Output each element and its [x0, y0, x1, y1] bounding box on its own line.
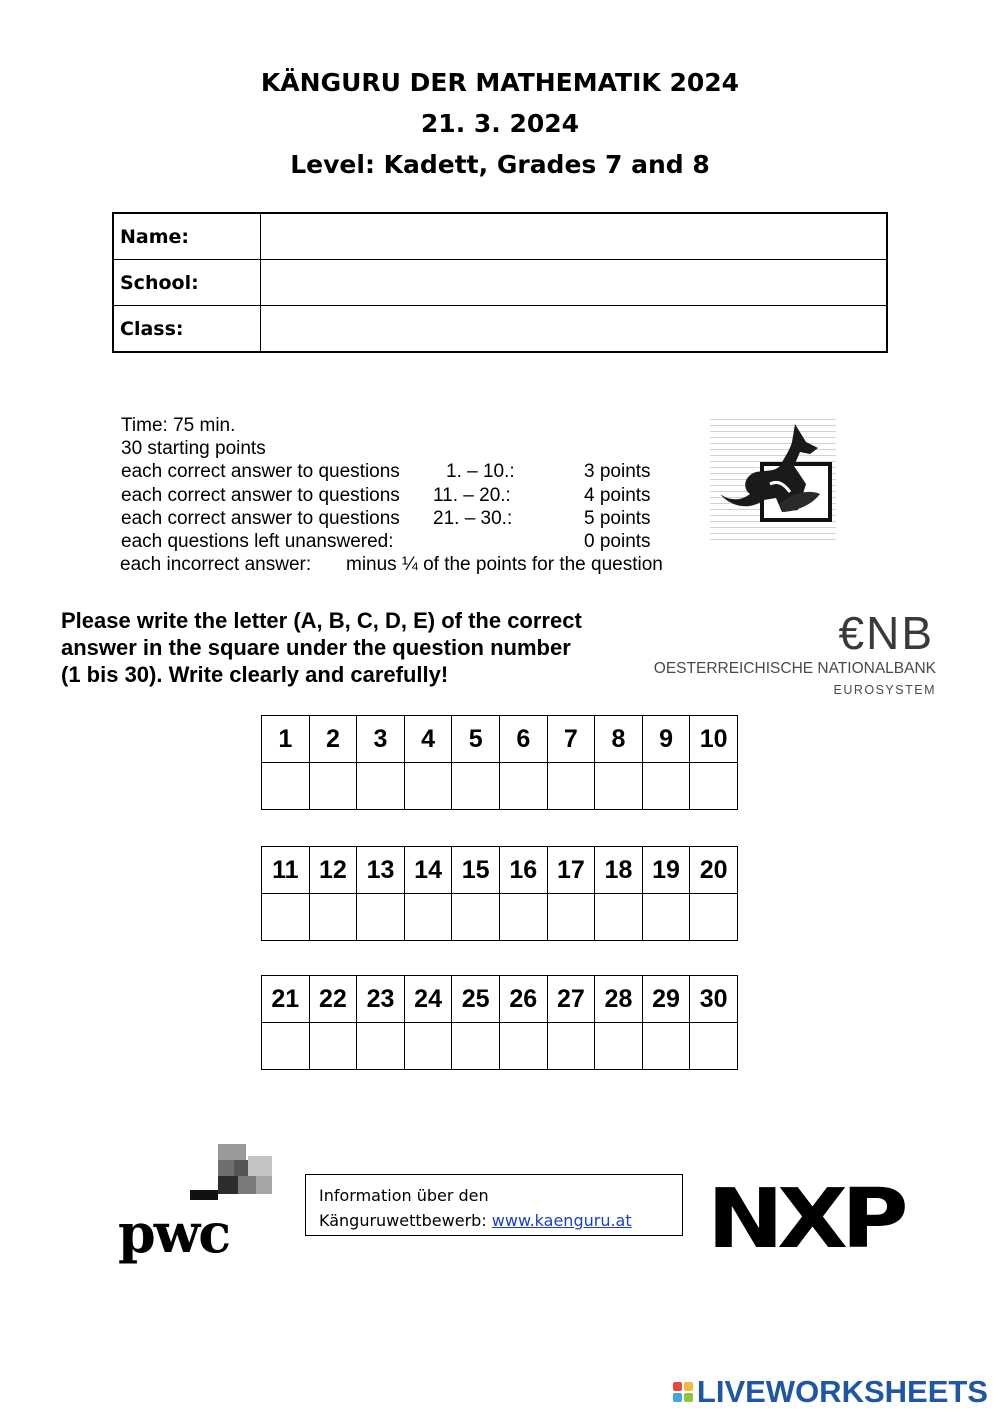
answer-grid-1 [261, 715, 738, 810]
time-rule: Time: 75 min. [121, 415, 236, 436]
answer-grid-2 [261, 846, 738, 941]
question-number: 17 [547, 847, 595, 894]
answer-box[interactable] [547, 1023, 595, 1070]
answer-box[interactable] [499, 1023, 547, 1070]
question-number-row [262, 716, 738, 763]
onb-name: OESTERREICHISCHE NATIONALBANK [653, 660, 936, 677]
question-number: 21 [262, 976, 310, 1023]
onb-system: EUROSYSTEM [833, 683, 936, 697]
school-label: School: [113, 260, 261, 306]
answer-box[interactable] [309, 763, 357, 810]
scoring-text: each correct answer to questions [121, 461, 400, 483]
scoring-range: 21. – 30.: [433, 507, 513, 529]
scoring-text: each correct answer to questions [121, 507, 400, 529]
answer-grid-3 [261, 975, 738, 1070]
answer-box[interactable] [642, 763, 690, 810]
answer-box[interactable] [499, 763, 547, 810]
answer-box[interactable] [309, 1023, 357, 1070]
scoring-row [121, 484, 651, 507]
answer-box[interactable] [452, 763, 500, 810]
student-info-table [112, 212, 888, 353]
answer-row [262, 1023, 738, 1070]
question-number: 30 [690, 976, 738, 1023]
question-number: 19 [642, 847, 690, 894]
onb-mark: €NB [838, 607, 934, 659]
question-number: 23 [357, 976, 405, 1023]
answer-box[interactable] [357, 1023, 405, 1070]
info-box [305, 1174, 683, 1236]
answer-box[interactable] [262, 763, 310, 810]
unanswered-points: 0 points [584, 530, 651, 552]
question-number: 5 [452, 716, 500, 763]
question-number-row [262, 847, 738, 894]
answer-box[interactable] [262, 894, 310, 941]
answer-row [262, 763, 738, 810]
instruction-line: answer in the square under the question number [61, 635, 571, 660]
contest-level: Level: Kadett, Grades 7 and 8 [290, 150, 710, 179]
answer-box[interactable] [642, 894, 690, 941]
question-number: 4 [404, 716, 452, 763]
answer-box[interactable] [690, 894, 738, 941]
scoring-range: 1. – 10.: [446, 461, 515, 483]
name-field[interactable] [261, 213, 888, 260]
scoring-row [121, 507, 651, 530]
answer-row [262, 894, 738, 941]
info-prefix: Känguruwettbewerb: [319, 1211, 492, 1230]
name-label: Name: [113, 213, 261, 260]
question-number: 14 [404, 847, 452, 894]
pwc-logo [118, 1140, 288, 1270]
question-number: 3 [357, 716, 405, 763]
question-number-row [262, 976, 738, 1023]
instruction-line: Please write the letter (A, B, C, D, E) of the correct [61, 608, 582, 633]
page-title: KÄNGURU DER MATHEMATIK 2024 [260, 68, 740, 97]
class-label: Class: [113, 306, 261, 353]
answer-box[interactable] [690, 763, 738, 810]
liveworksheets-logo [673, 1374, 988, 1410]
scoring-range: 11. – 20.: [433, 484, 511, 506]
kaenguru-link[interactable]: www.kaenguru.at [491, 1211, 632, 1230]
question-number: 7 [547, 716, 595, 763]
scoring-row [121, 460, 651, 483]
question-number: 1 [262, 716, 310, 763]
answer-box[interactable] [595, 894, 643, 941]
answer-box[interactable] [595, 1023, 643, 1070]
answer-box[interactable] [547, 894, 595, 941]
question-number: 13 [357, 847, 405, 894]
question-number: 24 [404, 976, 452, 1023]
incorrect-text: each incorrect answer: [120, 554, 312, 576]
answer-box[interactable] [690, 1023, 738, 1070]
incorrect-penalty: minus ¼ of the points for the question [346, 554, 663, 576]
question-number: 22 [309, 976, 357, 1023]
class-field[interactable] [261, 306, 888, 353]
answer-box[interactable] [642, 1023, 690, 1070]
question-number: 20 [690, 847, 738, 894]
question-number: 28 [595, 976, 643, 1023]
question-number: 29 [642, 976, 690, 1023]
pwc-wordmark: pwc [118, 1201, 230, 1265]
scoring-points: 4 points [584, 484, 651, 506]
question-number: 12 [309, 847, 357, 894]
scoring-text: each correct answer to questions [121, 484, 400, 506]
answer-box[interactable] [404, 763, 452, 810]
question-number: 6 [499, 716, 547, 763]
answer-box[interactable] [309, 894, 357, 941]
answer-box[interactable] [595, 763, 643, 810]
question-number: 15 [452, 847, 500, 894]
scoring-rules [120, 414, 663, 576]
nxp-logo: NXP [707, 1172, 902, 1267]
kangaroo-logo [710, 414, 836, 540]
scoring-points: 3 points [584, 461, 651, 483]
answer-box[interactable] [452, 894, 500, 941]
question-number: 16 [499, 847, 547, 894]
answer-box[interactable] [499, 894, 547, 941]
question-number: 11 [262, 847, 310, 894]
question-number: 8 [595, 716, 643, 763]
info-line-2 [319, 1208, 682, 1233]
answer-box[interactable] [357, 763, 405, 810]
starting-points-rule: 30 starting points [121, 438, 266, 460]
school-row [113, 260, 887, 306]
question-number: 18 [595, 847, 643, 894]
incorrect-rule [120, 553, 663, 576]
question-number: 2 [309, 716, 357, 763]
kangaroo-icon [710, 414, 836, 540]
answer-box[interactable] [357, 894, 405, 941]
answer-box[interactable] [262, 1023, 310, 1070]
scoring-points: 5 points [584, 507, 651, 529]
contest-date: 21. 3. 2024 [420, 109, 580, 138]
liveworksheets-wordmark: LIVEWORKSHEETS [696, 1374, 988, 1409]
question-number: 25 [452, 976, 500, 1023]
answer-box[interactable] [452, 1023, 500, 1070]
question-number: 10 [690, 716, 738, 763]
answer-box[interactable] [404, 1023, 452, 1070]
instructions [61, 607, 661, 688]
title-block [0, 62, 1000, 185]
question-number: 26 [499, 976, 547, 1023]
class-row [113, 306, 887, 353]
instruction-line: (1 bis 30). Write clearly and carefully! [61, 662, 449, 687]
question-number: 27 [547, 976, 595, 1023]
liveworksheets-tiles-icon [673, 1382, 693, 1402]
unanswered-text: each questions left unanswered: [121, 530, 394, 552]
answer-box[interactable] [547, 763, 595, 810]
name-row [113, 213, 887, 260]
answer-box[interactable] [404, 894, 452, 941]
question-number: 9 [642, 716, 690, 763]
unanswered-rule [121, 530, 651, 553]
school-field[interactable] [261, 260, 888, 306]
info-line: Information über den [319, 1186, 489, 1205]
